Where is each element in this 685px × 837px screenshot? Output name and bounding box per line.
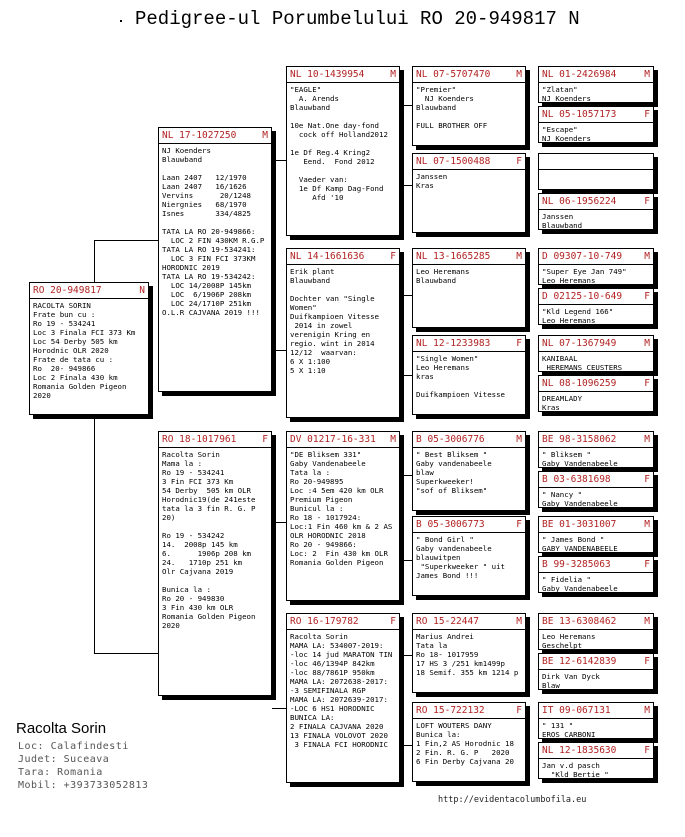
ring-number: DV 01217-16-331 xyxy=(290,434,376,445)
card-divider xyxy=(539,209,653,210)
card-divider xyxy=(413,169,525,170)
ring-number: RO 20-949817 xyxy=(33,285,102,296)
sex-marker: M xyxy=(516,251,522,262)
sex-marker: M xyxy=(516,616,522,627)
pedigree-card-g10[interactable] xyxy=(538,471,654,508)
connector-line xyxy=(272,350,286,351)
pedigree-card-g11[interactable] xyxy=(538,516,654,553)
card-divider xyxy=(539,82,653,83)
connector-line xyxy=(400,375,412,376)
sex-marker: M xyxy=(262,130,268,141)
connector-line xyxy=(94,240,95,283)
card-divider xyxy=(539,122,653,123)
ring-number: BE 98-3158062 xyxy=(542,434,617,445)
ring-number: B 99-3285063 xyxy=(542,559,611,570)
ring-number: NL 17-1027250 xyxy=(162,130,237,141)
card-details: Racolta Sorin MAMA LA: 534007-2019: -loc 14 jud MARATON TIN -loc 46/1394P 842km -loc 88/7861P 950km MAMA LA: 2072638-2017: -3 SEMIFINALA RGP MAMA LA: 2072639-2017: -LOC 6 HS1 HORODNIC BUNICA LA: 2 FINALA CAJVANA 2020 13 FINALA VOLOVOT 2020 3 FINALA FCI HORODNIC xyxy=(290,632,393,749)
card-divider xyxy=(539,758,653,759)
card-details: " James Bond " GABY VANDENABEELE xyxy=(542,535,618,553)
sex-marker: F xyxy=(390,251,396,262)
card-details: RACOLTA SORIN Frate bun cu : Ro 19 - 534241 Loc 3 Finala FCI 373 Km Loc 54 Derby 505 km Horodnic OLR 2020 Frate de tata cu : Ro 20- 949866 Loc 2 Finala 430 km Romania Golden Pigeon 2020 xyxy=(33,301,136,400)
card-divider xyxy=(287,447,399,448)
ring-number: NL 08-1096259 xyxy=(542,378,617,389)
sex-marker: F xyxy=(644,291,650,302)
connector-line xyxy=(400,745,412,746)
ring-number: NL 01-2426984 xyxy=(542,69,617,80)
ring-number: NL 10-1439954 xyxy=(290,69,365,80)
ring-number: BE 12-6142839 xyxy=(542,656,617,667)
card-divider xyxy=(413,629,525,630)
pedigree-card-g1[interactable] xyxy=(538,66,654,103)
pedigree-card-sd[interactable] xyxy=(286,248,400,418)
pedigree-card-sds[interactable] xyxy=(412,248,526,328)
card-divider xyxy=(539,718,653,719)
card-details: Janssen Kras xyxy=(416,172,448,190)
title-dot-mark xyxy=(120,20,122,22)
card-details: " Bond Girl " Gaby vandenabeele blauwitpen "Superkweeker " uit James Bond !!! xyxy=(416,535,505,580)
ring-number: NL 07-1500488 xyxy=(416,156,491,167)
pedigree-card-g6[interactable] xyxy=(538,288,654,325)
card-details: " Bliksem " Gaby Vandenabeele xyxy=(542,450,618,468)
card-details: LOFT WOUTERS DANY Bunica la: 1 Fin,2 AS Horodnic 18 2 Fin. R. G. P 2020 6 Fin Derby Cajvana 20 xyxy=(416,721,514,766)
pedigree-card-g16[interactable] xyxy=(538,742,654,779)
sex-marker: F xyxy=(644,559,650,570)
sex-marker: M xyxy=(516,69,522,80)
pedigree-card-g3[interactable] xyxy=(538,153,654,190)
card-details: KANIBAAL HEREMANS CEUSTERS xyxy=(542,354,623,372)
card-divider xyxy=(287,82,399,83)
card-details: "Premier" NJ Koenders Blauwband FULL BROTHER OFF xyxy=(416,85,488,130)
card-divider xyxy=(539,629,653,630)
card-divider xyxy=(413,532,525,533)
card-details: Leo Heremans Geschelpt xyxy=(542,632,596,650)
card-details: Jan v.d pasch "Kld Bertie " xyxy=(542,761,609,779)
ring-number: B 05-3006773 xyxy=(416,519,485,530)
card-details: Janssen Blauwband xyxy=(542,212,583,230)
pedigree-card-g9[interactable] xyxy=(538,431,654,468)
connector-line xyxy=(400,560,412,561)
owner-county: Judet: Suceava xyxy=(18,754,110,765)
ring-number: B 05-3006776 xyxy=(416,434,485,445)
ring-number: RO 15-722132 xyxy=(416,705,485,716)
sex-marker: F xyxy=(644,474,650,485)
card-details: "Super Eye Jan 749" Leo Heremans xyxy=(542,267,627,285)
connector-line xyxy=(272,522,286,523)
ring-number: NL 07-5707470 xyxy=(416,69,491,80)
connector-line xyxy=(400,295,412,296)
card-details: "EAGLE" A. Arends Blauwband 10e Nat.One day-fond cock off Holland2012 1e Df Reg.4 Kring2 Eend. Fond 2012 Vaeder van: 1e Df Kamp Dag-Fond Afd '10 xyxy=(290,85,388,202)
sex-marker: F xyxy=(644,378,650,389)
sex-marker: M xyxy=(644,338,650,349)
pedigree-card-g7[interactable] xyxy=(538,335,654,372)
card-divider xyxy=(159,447,271,448)
pedigree-card-dam[interactable] xyxy=(158,431,272,696)
pedigree-card-sss[interactable] xyxy=(412,66,526,146)
pedigree-card-g5[interactable] xyxy=(538,248,654,285)
card-details: "Escape" NJ Koenders xyxy=(542,125,591,143)
sex-marker: M xyxy=(390,69,396,80)
pedigree-card-dss[interactable] xyxy=(412,431,526,511)
card-divider xyxy=(539,264,653,265)
pedigree-card-dds[interactable] xyxy=(412,613,526,693)
owner-phone: Mobil: +393733052813 xyxy=(18,780,149,791)
sex-marker: F xyxy=(262,434,268,445)
sex-marker: M xyxy=(644,519,650,530)
card-details: Erik plant Blauwband Dochter van "Single Women" Duifkampioen Vitesse 2014 in zowel verenigin Kring en regio. wint in 2014 12/12 waarvan: 6 X 1:100 5 X 1:10 xyxy=(290,267,379,375)
website-link[interactable]: http://evidentacolumbofila.eu xyxy=(438,795,587,805)
pedigree-card-g4[interactable] xyxy=(538,193,654,230)
sex-marker: F xyxy=(516,519,522,530)
card-divider xyxy=(287,264,399,265)
card-details: DREAMLADY Kras xyxy=(542,394,583,412)
pedigree-card-g2[interactable] xyxy=(538,106,654,143)
card-details: Racolta Sorin Mama la : Ro 19 - 534241 3 Fin FCI 373 Km 54 Derby 505 km OLR Horodnic19(de 241este tata la 3 fin R. G. P 20) Ro 19 - 534242 14. 2008p 145 km 6. 1906p 208 km 24. 1710p 251 km Olr Cajvana 2019 Bunica la : Ro 20 - 949830 3 Fin 430 km OLR Romania Golden Pigeon 2020 xyxy=(162,450,256,630)
pedigree-card-ddd[interactable] xyxy=(412,702,526,782)
card-divider xyxy=(539,169,653,170)
card-details: " 131 " EROS CARBONI xyxy=(542,721,596,739)
pedigree-card-g13[interactable] xyxy=(538,613,654,650)
card-details: " Nancy " Gaby Vandenabeele xyxy=(542,490,618,508)
connector-line xyxy=(94,415,95,653)
sex-marker: M xyxy=(644,434,650,445)
connector-line xyxy=(400,185,412,186)
card-details: Marius Andrei Tata la Ro 18- 1017959 17 HS 3 /251 km1499p 18 Semif. 355 km 1214 p xyxy=(416,632,519,677)
pedigree-card-g14[interactable] xyxy=(538,653,654,690)
sex-marker: M xyxy=(516,434,522,445)
sex-marker: F xyxy=(644,745,650,756)
card-details: "Zlatan" NJ Koenders xyxy=(542,85,591,103)
card-divider xyxy=(539,572,653,573)
card-details: Leo Heremans Blauwband xyxy=(416,267,470,285)
sex-marker: F xyxy=(516,338,522,349)
connector-line xyxy=(94,240,158,241)
ring-number: IT 09-067131 xyxy=(542,705,611,716)
card-details: "Single Women" Leo Heremans kras Duifkampioen Vitesse xyxy=(416,354,505,399)
ring-number: D 02125-10-649 xyxy=(542,291,623,302)
sex-marker: F xyxy=(516,705,522,716)
sex-marker: F xyxy=(516,156,522,167)
sex-marker: F xyxy=(644,196,650,207)
connector-line xyxy=(400,655,412,656)
card-details: " Fidelia " Gaby Vandenabeele xyxy=(542,575,618,593)
ring-number: BE 01-3031007 xyxy=(542,519,617,530)
pedigree-card-sdd[interactable] xyxy=(412,335,526,415)
card-divider xyxy=(413,82,525,83)
pedigree-card-ds[interactable] xyxy=(286,431,400,601)
sex-marker: F xyxy=(644,109,650,120)
ring-number: RO 15-22447 xyxy=(416,616,479,627)
sex-marker: F xyxy=(390,616,396,627)
card-details: "DE Bliksem 331" Gaby Vandenabeele Tata la : Ro 20-949895 Loc :4 5em 420 km OLR Premium Pigeon Bunicul la : Ro 18 - 1017924: Loc:1 Fin 460 km & 2 AS OLR HORODNIC 2018 Ro 20 - 949866: Loc: 2 Fin 430 km OLR Romania Golden Pigeon xyxy=(290,450,393,567)
ring-number: NL 06-1956224 xyxy=(542,196,617,207)
owner-country: Tara: Romania xyxy=(18,767,103,778)
pedigree-card-dsd[interactable] xyxy=(412,516,526,596)
pedigree-card-main[interactable] xyxy=(29,282,149,415)
ring-number: NL 12-1835630 xyxy=(542,745,617,756)
connector-line xyxy=(272,160,286,161)
ring-number: NL 13-1665285 xyxy=(416,251,491,262)
ring-number: NL 07-1367949 xyxy=(542,338,617,349)
ring-number: RO 16-179782 xyxy=(290,616,359,627)
pedigree-card-g8[interactable] xyxy=(538,375,654,412)
page-title: Pedigree-ul Porumbelului RO 20-949817 N xyxy=(135,8,580,30)
card-divider xyxy=(413,264,525,265)
ring-number: D 09307-10-749 xyxy=(542,251,623,262)
ring-number: RO 18-1017961 xyxy=(162,434,237,445)
card-details: " Best Bliksem " Gaby vandenabeele blaw Superkweeker! "sof of Bliksem" xyxy=(416,450,492,495)
sex-marker: F xyxy=(644,656,650,667)
sex-marker: M xyxy=(644,251,650,262)
pedigree-card-g12[interactable] xyxy=(538,556,654,593)
owner-locality: Loc: Calafindesti xyxy=(18,741,129,752)
sex-marker: M xyxy=(390,434,396,445)
card-divider xyxy=(413,447,525,448)
card-divider xyxy=(30,298,148,299)
connector-line xyxy=(94,653,158,654)
card-details: "Kld Legend 166" Leo Heremans xyxy=(542,307,614,325)
pedigree-card-ss[interactable] xyxy=(286,66,400,236)
pedigree-card-ssd[interactable] xyxy=(412,153,526,233)
ring-number: NL 05-1057173 xyxy=(542,109,617,120)
card-divider xyxy=(539,532,653,533)
card-divider xyxy=(287,629,399,630)
card-divider xyxy=(539,669,653,670)
card-divider xyxy=(539,487,653,488)
card-divider xyxy=(539,391,653,392)
connector-line xyxy=(400,475,412,476)
card-divider xyxy=(413,351,525,352)
card-details: NJ Koenders Blauwband Laan 2407 12/1970 Laan 2407 16/1626 Vervins 20/1248 Niergnies 68/1970 Isnes 334/4825 TATA LA RO 20-949866: LOC 2 FIN 430KM R.G.P TATA LA RO 19-534241: LOC 3 FIN FCI 373KM HORODNIC 2019 TATA LA RO 19-534242: LOC 14/2008P 145km LOC 6/1906P 208km LOC 24/1710P 251km O.L.R CAJVANA 2019 !!! xyxy=(162,146,265,317)
ring-number: NL 12-1233983 xyxy=(416,338,491,349)
connector-line xyxy=(272,708,286,709)
pedigree-card-g15[interactable] xyxy=(538,702,654,739)
connector-line xyxy=(400,105,412,106)
card-divider xyxy=(539,304,653,305)
sex-marker: M xyxy=(644,69,650,80)
sex-marker: N xyxy=(139,285,145,296)
card-divider xyxy=(413,718,525,719)
card-details: Dirk Van Dyck Blaw xyxy=(542,672,600,690)
owner-name: Racolta Sorin xyxy=(16,720,107,737)
ring-number: NL 14-1661636 xyxy=(290,251,365,262)
card-divider xyxy=(539,447,653,448)
ring-number: BE 13-6308462 xyxy=(542,616,617,627)
sex-marker: M xyxy=(644,705,650,716)
pedigree-card-sire[interactable] xyxy=(158,127,272,392)
pedigree-card-dd[interactable] xyxy=(286,613,400,783)
sex-marker: M xyxy=(644,616,650,627)
card-divider xyxy=(539,351,653,352)
card-divider xyxy=(159,143,271,144)
ring-number: B 03-6381698 xyxy=(542,474,611,485)
